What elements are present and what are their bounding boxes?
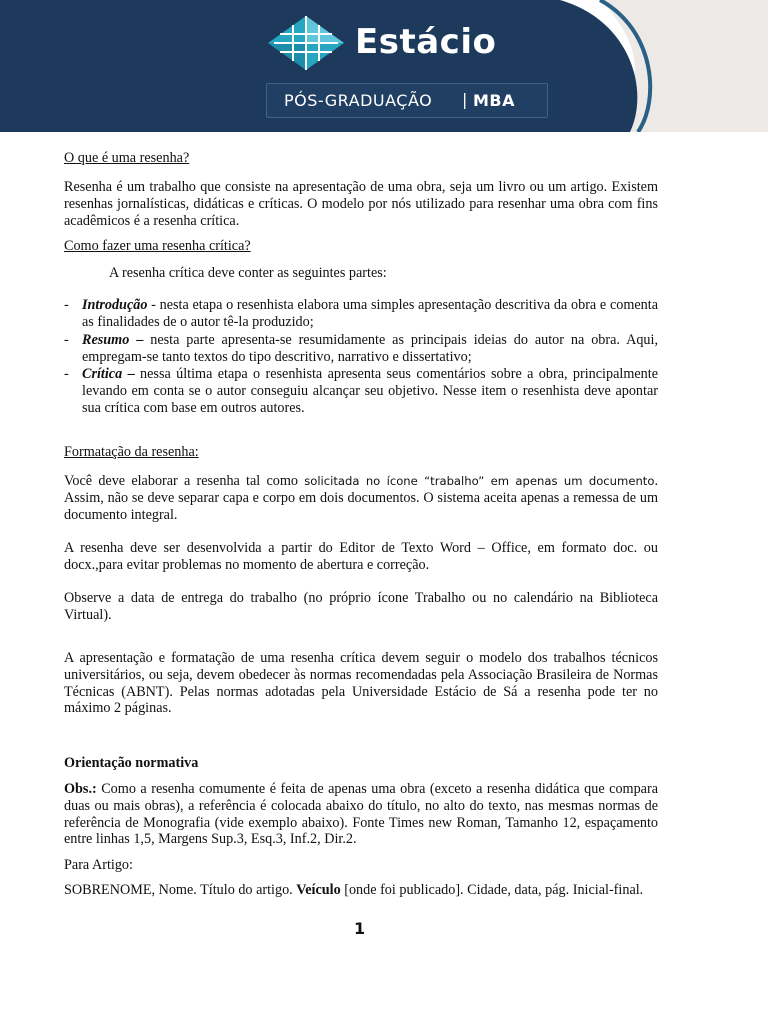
list-dash: - xyxy=(64,366,69,382)
brand-name: Estácio xyxy=(355,22,497,62)
term-critica: Crítica xyxy=(82,366,123,382)
reference-template: SOBRENOME, Nome. Título do artigo. Veículo [onde foi publicado]. Cidade, data, pág. Inicial-final. xyxy=(64,882,644,898)
list-dash: - xyxy=(64,332,69,348)
subtitle-separator: | xyxy=(462,90,468,109)
paragraph-abnt: A apresentação e formatação de uma resenha crítica devem seguir o modelo dos trabalhos técnicos universitários, ou seja, devem obedecer às normas recomendadas pela Associação Brasileira de Normas Técnicas (ABNT). Pelas normas adotadas pela Universidade Estácio de Sá a resenha pode ter no máximo 2 páginas. xyxy=(64,650,658,717)
page-number: 1 xyxy=(354,919,366,938)
text-introducao: nesta etapa o resenhista elabora uma simples apresentação descritiva da obra e comenta as finalidades de o autor tê-la produzido; xyxy=(82,297,658,330)
pos-graduacao-label: PÓS-GRADUAÇÃO xyxy=(284,91,433,110)
heading-o-que-e-resenha: O que é uma resenha? xyxy=(64,150,190,166)
paragraph-definicao: Resenha é um trabalho que consiste na apresentação de uma obra, seja um livro ou um artigo. Existem resenhas jornalísticas, didáticas e críticas. O modelo por nós utilizado para resenhar uma obra com fins acadêmicos é a resenha crítica. xyxy=(64,179,658,229)
heading-como-fazer: Como fazer uma resenha crítica? xyxy=(64,238,251,254)
heading-formatacao: Formatação da resenha: xyxy=(64,444,199,460)
diamond-logo-icon xyxy=(266,14,346,72)
paragraph-data-entrega: Observe a data de entrega do trabalho (no próprio ícone Trabalho ou no calendário na Biblioteca Virtual). xyxy=(64,590,658,623)
heading-orientacao-normativa: Orientação normativa xyxy=(64,755,199,771)
term-resumo: Resumo xyxy=(82,332,130,348)
intro-partes: A resenha crítica deve conter as seguintes partes: xyxy=(109,265,387,281)
obs-label: Obs.: xyxy=(64,781,97,797)
list-dash: - xyxy=(64,297,69,313)
para-artigo-label: Para Artigo: xyxy=(64,857,133,873)
text-critica: nessa última etapa o resenhista apresenta seus comentários sobre a obra, principalmente levando em conta se o autor conseguiu alcançar seu objetivo. Nesse item o resenhista deve apontar sua crítica com base em outros autores. xyxy=(82,366,658,416)
paragraph-obs: Obs.: Como a resenha comumente é feita de apenas uma obra (exceto a resenha didática que compara duas ou mais obras), a referência é colocada abaixo do título, no alto do texto, nas mesmas normas de referência de Monografia (vide exemplo abaixo). Fonte Times new Roman, Tamanho 12, espaçamento entre linhas 1,5, Margens Sup.3, Esq.3, Inf.2, Dir.2. xyxy=(64,781,658,848)
text-resumo: nesta parte apresenta-se resumidamente as principais ideias do autor na obra. Aqui, empregam-se tanto textos do tipo descritivo, narrativo e dissertativo; xyxy=(82,332,659,365)
paragraph-elaborar: Você deve elaborar a resenha tal como solicitada no ícone “trabalho” em apenas um documento. Assim, não se deve separar capa e corpo em dois documentos. O sistema aceita apenas a remessa de um documento integral. xyxy=(64,473,658,523)
solicitada-text: solicitada no ícone “trabalho” em apenas um documento xyxy=(304,474,655,488)
paragraph-editor-texto: A resenha deve ser desenvolvida a partir do Editor de Texto Word – Office, em formato doc. ou docx.,para evitar problemas no momento de abertura e correção. xyxy=(64,540,658,573)
header-banner xyxy=(0,0,768,132)
mba-label: MBA xyxy=(473,91,515,110)
term-introducao: Introdução xyxy=(82,297,148,313)
